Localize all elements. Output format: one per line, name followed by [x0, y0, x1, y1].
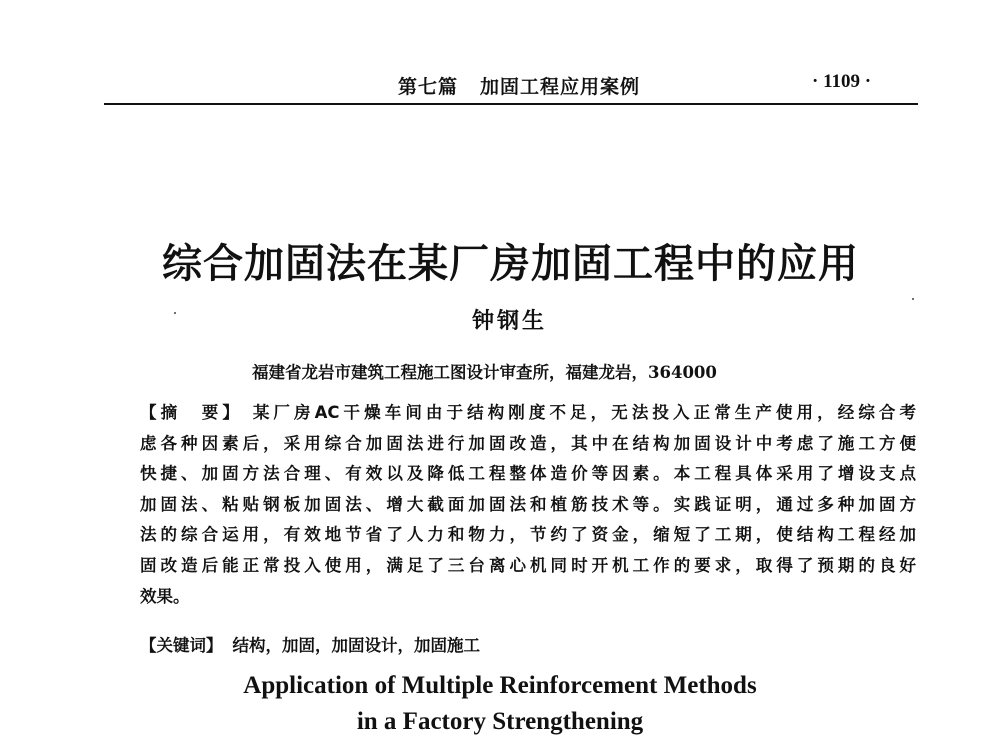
page-number: · 1109 · — [812, 71, 872, 92]
article-title: 综合加固法在某厂房加固工程中的应用 — [162, 240, 859, 287]
abstract-label: 【摘 要】 — [140, 403, 243, 422]
abstract-line: 加固法、粘贴钢板加固法、增大截面加固法和植筋技术等。实践证明，通过多种加固方 — [140, 494, 916, 514]
scan-speck — [912, 298, 914, 300]
running-header-part: 第七篇 — [398, 76, 459, 98]
header-rule — [104, 103, 918, 105]
abstract-line: 快捷、加固方法合理、有效以及降低工程整体造价等因素。本工程具体采用了增设支点 — [140, 464, 916, 484]
running-header-section: 加固工程应用案例 — [480, 76, 641, 98]
abstract-line: 虑各种因素后，采用综合加固法进行加固改造，其中在结构加固设计中考虑了施工方便 — [140, 433, 916, 453]
author-affiliation: 福建省龙岩市建筑工程施工图设计审查所，福建龙岩，364000 — [252, 363, 717, 382]
scan-speck — [174, 312, 176, 314]
abstract — [140, 398, 916, 612]
running-header — [398, 72, 640, 99]
abstract-line: 法的综合运用，有效地节省了人力和物力，节约了资金，缩短了工期，使结构工程经加 — [140, 525, 916, 545]
author-name: 钟钢生 — [472, 308, 548, 334]
english-title-line-2: in a Factory Strengthening — [356, 708, 644, 735]
abstract-line: 【摘 要】 某厂房AC干燥车间由于结构刚度不足，无法投入正常生产使用，经综合考 — [140, 403, 917, 422]
english-title-line-1: Application of Multiple Reinforcement Methods — [243, 672, 757, 699]
keywords-label: 【关键词】 — [140, 636, 223, 655]
keywords — [140, 632, 480, 656]
abstract-line: 效果。 — [140, 586, 190, 606]
keywords-list: 结构，加固，加固设计，加固施工 — [232, 636, 480, 655]
abstract-line: 固改造后能正常投入使用，满足了三台离心机同时开机工作的要求，取得了预期的良好 — [140, 555, 916, 575]
